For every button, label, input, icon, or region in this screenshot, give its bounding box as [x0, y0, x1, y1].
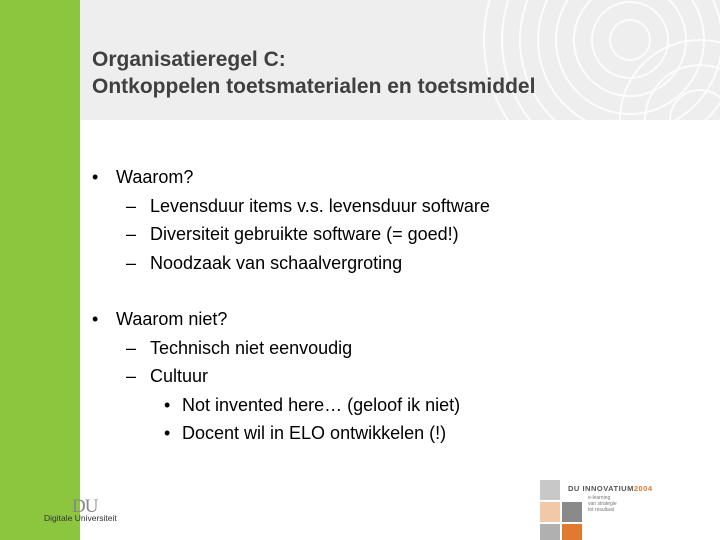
du-logo-text: Digitale Universiteit — [44, 513, 117, 523]
logo-square — [562, 502, 582, 522]
bullet-level3: • Docent wil in ELO ontwikkelen (!) — [92, 419, 700, 448]
du-innovatium-logo — [540, 480, 720, 540]
innovatium-title — [568, 484, 653, 493]
bullet-level2: – Noodzaak van schaalvergroting — [92, 249, 700, 278]
digitale-universiteit-logo — [44, 496, 124, 528]
bullet-level2: – Technisch niet eenvoudig — [92, 334, 700, 363]
innovatium-subtitle-line: e-learning — [588, 495, 611, 501]
innovatium-subtitle — [588, 495, 617, 513]
logo-square — [540, 524, 560, 540]
innovatium-name: INNOVATIUM — [582, 484, 634, 493]
innovatium-year: 2004 — [633, 484, 653, 493]
logo-square — [540, 502, 560, 522]
bullet-group — [92, 163, 700, 277]
bullet-level2: – Diversiteit gebruikte software (= goed!) — [92, 220, 700, 249]
slide-title-line: Ontkoppelen toetsmaterialen en toetsmiddel — [92, 75, 536, 98]
bullet-level1: • Waarom niet? — [92, 305, 700, 334]
bullet-level2: – Cultuur — [92, 362, 700, 391]
slide-content — [92, 163, 700, 476]
slide-title-line: Organisatieregel C: — [92, 48, 286, 71]
innovatium-subtitle-line: van strategie — [588, 501, 617, 507]
bullet-level1: • Waarom? — [92, 163, 700, 192]
du-logo-mark: DU — [72, 496, 98, 517]
slide-title — [92, 46, 535, 100]
innovatium-prefix: DU — [568, 484, 580, 493]
bullet-level3: • Not invented here… (geloof ik niet) — [92, 391, 700, 420]
bullet-group — [92, 305, 700, 448]
bullet-level2: – Levensduur items v.s. levensduur software — [92, 192, 700, 221]
left-green-bar — [0, 0, 80, 540]
innovatium-subtitle-line: tot resultaat — [588, 507, 615, 513]
logo-square — [540, 480, 560, 500]
logo-square — [562, 524, 582, 540]
